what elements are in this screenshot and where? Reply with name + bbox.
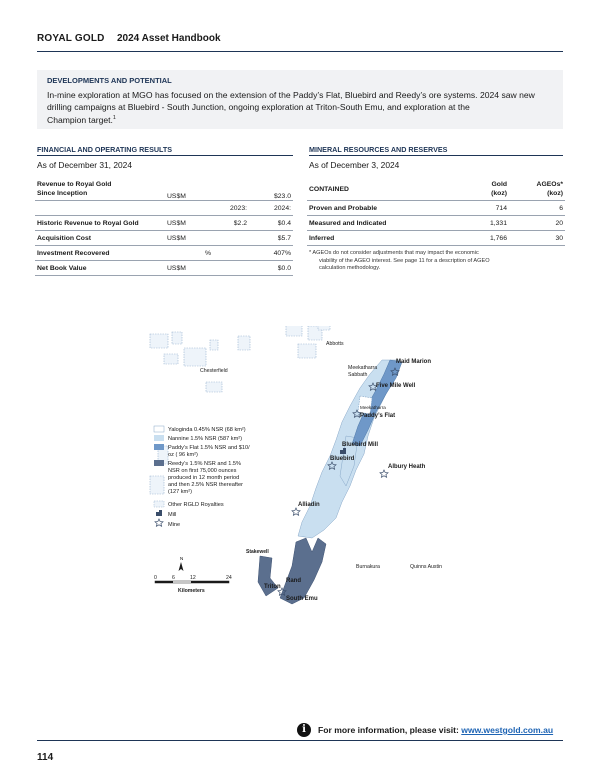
footer-divider — [37, 740, 563, 741]
row-value-2023 — [213, 261, 249, 276]
row-label: Net Book Value — [35, 261, 165, 276]
col-header-contained: CONTAINED — [307, 178, 457, 201]
scale-bar — [154, 575, 232, 594]
revenue-value: $23.0 — [249, 178, 293, 201]
legend-swatch-reedys — [154, 460, 164, 466]
financial-as-of: As of December 31, 2024 — [37, 160, 132, 170]
page-number: 114 — [37, 752, 54, 763]
row-gold: 714 — [457, 201, 509, 216]
table-row — [35, 246, 293, 261]
row-unit: US$M — [165, 261, 213, 276]
map-legend — [154, 426, 250, 528]
mine-icon — [380, 470, 388, 477]
document-title: 2024 Asset Handbook — [117, 33, 221, 44]
label-triton: Triton — [264, 584, 281, 590]
developments-line-2: drilling campaigns at Bluebird - South Junction, ongoing exploration at Triton-South Emu, and exploration at the — [47, 101, 470, 112]
label-meekatharra-sabbath-1: Meekatharra — [348, 365, 378, 371]
row-label: Measured and Indicated — [307, 216, 457, 231]
westgold-link[interactable]: www.westgold.com.au — [461, 725, 554, 735]
col-header-ageo — [509, 178, 565, 201]
table-row — [307, 231, 565, 246]
scale-unit: Kilometers — [178, 588, 205, 594]
legend-yalgoinda: Yaloginda 0.45% NSR (68 km²) — [168, 427, 246, 433]
scale-tick-24: 24 — [226, 575, 232, 581]
financial-divider — [37, 155, 293, 156]
legend-swatch-nannine — [154, 435, 164, 441]
col-header-gold-line-2: (koz) — [491, 190, 507, 197]
legend-mine: Mine — [168, 522, 181, 528]
developments-line-1: In-mine exploration at MGO has focused on the extension of the Paddy’s Flat, Bluebird and Reedy’s ore systems. 2024 saw new — [47, 90, 535, 100]
label-meekatharra-2: Meekatharra — [360, 405, 386, 410]
row-gold: 1,331 — [457, 216, 509, 231]
reedys-royalty-area — [280, 538, 326, 604]
legend-reedys-3: produced in 12 month period — [168, 475, 240, 481]
legend-paddys-2: oz ( 96 km²) — [168, 452, 198, 458]
table-row — [35, 231, 293, 246]
row-value-2023 — [213, 246, 249, 261]
legend-nannine: Nannine 1.5% NSR (587 km²) — [168, 436, 242, 442]
mine-icon — [292, 508, 300, 515]
row-value-2024: $0.0 — [249, 261, 293, 276]
legend-reedys-2: NSR on first 75,000 ounces — [168, 468, 237, 474]
table-row — [307, 216, 565, 231]
footnote-mark: 1 — [112, 115, 116, 121]
empty-cell — [213, 178, 249, 201]
row-label: Investment Recovered — [35, 246, 165, 261]
label-meekatharra-sabbath-2: Sabbath — [348, 372, 368, 378]
resources-as-of: As of December 3, 2024 — [309, 160, 400, 170]
label-rand: Rand — [286, 578, 301, 584]
row-label: Acquisition Cost — [35, 231, 165, 246]
row-value-2024: $5.7 — [249, 231, 293, 246]
scale-tick-12: 12 — [190, 575, 196, 581]
ageo-footnote-line-3: calculation methodology. — [319, 265, 381, 271]
table-row — [35, 261, 293, 276]
row-unit: US$M — [165, 231, 213, 246]
row-ageo: 30 — [509, 231, 565, 246]
label-abbotts: Abbotts — [326, 341, 344, 347]
more-info-label: For more information, please visit: — [318, 725, 462, 735]
ageo-footnote-line-1: * AGEOs do not consider adjustments that may impact the economic — [309, 250, 479, 256]
row-ageo: 6 — [509, 201, 565, 216]
label-south-emu: South Emu — [286, 596, 318, 602]
row-ageo: 20 — [509, 216, 565, 231]
north-label: N — [180, 556, 184, 561]
legend-mill-icon — [156, 510, 162, 516]
legend-reedys-1: Reedy’s 1.5% NSR and 1.5% — [168, 461, 241, 467]
developments-title: DEVELOPMENTS AND POTENTIAL — [47, 76, 172, 85]
empty-cell — [165, 201, 213, 216]
label-albury-heath: Albury Heath — [388, 464, 426, 470]
col-header-gold — [457, 178, 509, 201]
revenue-unit: US$M — [165, 178, 213, 201]
legend-swatch-other — [154, 501, 164, 507]
developments-line-3 — [47, 113, 555, 126]
row-value-2023: $2.2 — [213, 216, 249, 231]
label-paddys-flat: Paddy’s Flat — [360, 413, 396, 419]
financial-table — [35, 178, 293, 276]
scale-tick-6: 6 — [172, 575, 175, 581]
row-unit: % — [165, 246, 213, 261]
brand-name: ROYAL GOLD — [37, 33, 105, 44]
legend-other: Other RGLD Royalties — [168, 502, 224, 508]
legend-mill: Mill — [168, 512, 177, 518]
row-label: Historic Revenue to Royal Gold — [35, 216, 165, 231]
revenue-label-line-2: Since Inception — [37, 190, 88, 197]
row-value-2023 — [213, 231, 249, 246]
col-header-2024: 2024: — [249, 201, 293, 216]
resources-divider — [309, 155, 563, 156]
col-header-ageo-line-2: (koz) — [547, 190, 563, 197]
col-header-gold-line-1: Gold — [491, 181, 507, 188]
legend-reedys-4: and then 2.5% NSR thereafter — [168, 482, 243, 488]
north-arrow-icon — [179, 556, 184, 571]
label-stakewell: Stakewell — [246, 549, 269, 555]
ageo-footnote-line-2: viability of the AGEO interest. See page 11 for a description of AGEO — [319, 257, 490, 264]
label-quinns-austin: Quinns Austin — [410, 564, 443, 570]
legend-mine-icon — [155, 519, 163, 526]
legend-swatch-paddys — [154, 444, 164, 450]
developments-line-3-text: Champion target. — [47, 114, 113, 125]
scale-tick-0: 0 — [154, 575, 157, 581]
info-icon: i — [297, 723, 311, 737]
row-label: Inferred — [307, 231, 457, 246]
label-maid-marion: Maid Marion — [396, 359, 432, 365]
label-bluebird-mill: Bluebird Mill — [342, 442, 378, 448]
legend-swatch-yalgoinda — [154, 426, 164, 432]
table-row — [35, 216, 293, 231]
row-gold: 1,766 — [457, 231, 509, 246]
financial-title: FINANCIAL AND OPERATING RESULTS — [37, 145, 173, 154]
legend-reedys-5: (127 km²) — [168, 489, 192, 495]
resources-table — [307, 178, 565, 246]
revenue-label-line-1: Revenue to Royal Gold — [37, 181, 112, 188]
more-info-text — [318, 725, 553, 735]
empty-cell — [35, 201, 165, 216]
table-row — [307, 201, 565, 216]
table-row — [35, 201, 293, 216]
row-value-2024: $0.4 — [249, 216, 293, 231]
row-label: Proven and Probable — [307, 201, 457, 216]
legend-paddys-1: Paddy’s Flat 1.5% NSR and $10/ — [168, 445, 250, 451]
royalty-map — [146, 326, 446, 612]
revenue-label — [35, 178, 165, 201]
label-alliadin: Alliadin — [298, 502, 320, 508]
label-burnakura: Burnakura — [356, 564, 380, 570]
developments-text — [47, 90, 555, 126]
row-unit: US$M — [165, 216, 213, 231]
header-divider — [37, 51, 563, 52]
resources-title: MINERAL RESOURCES AND RESERVES — [309, 145, 448, 154]
row-value-2024: 407% — [249, 246, 293, 261]
ageo-footnote — [309, 250, 563, 273]
col-header-2023: 2023: — [213, 201, 249, 216]
label-five-mile-well: Five Mile Well — [376, 383, 416, 389]
reedys-royalty-area-west — [258, 556, 278, 596]
table-row — [35, 178, 293, 201]
col-header-ageo-line-1: AGEOs* — [536, 181, 563, 188]
label-bluebird: Bluebird — [330, 456, 355, 462]
table-row — [307, 178, 565, 201]
label-chesterfield: Chesterfield — [200, 368, 228, 374]
